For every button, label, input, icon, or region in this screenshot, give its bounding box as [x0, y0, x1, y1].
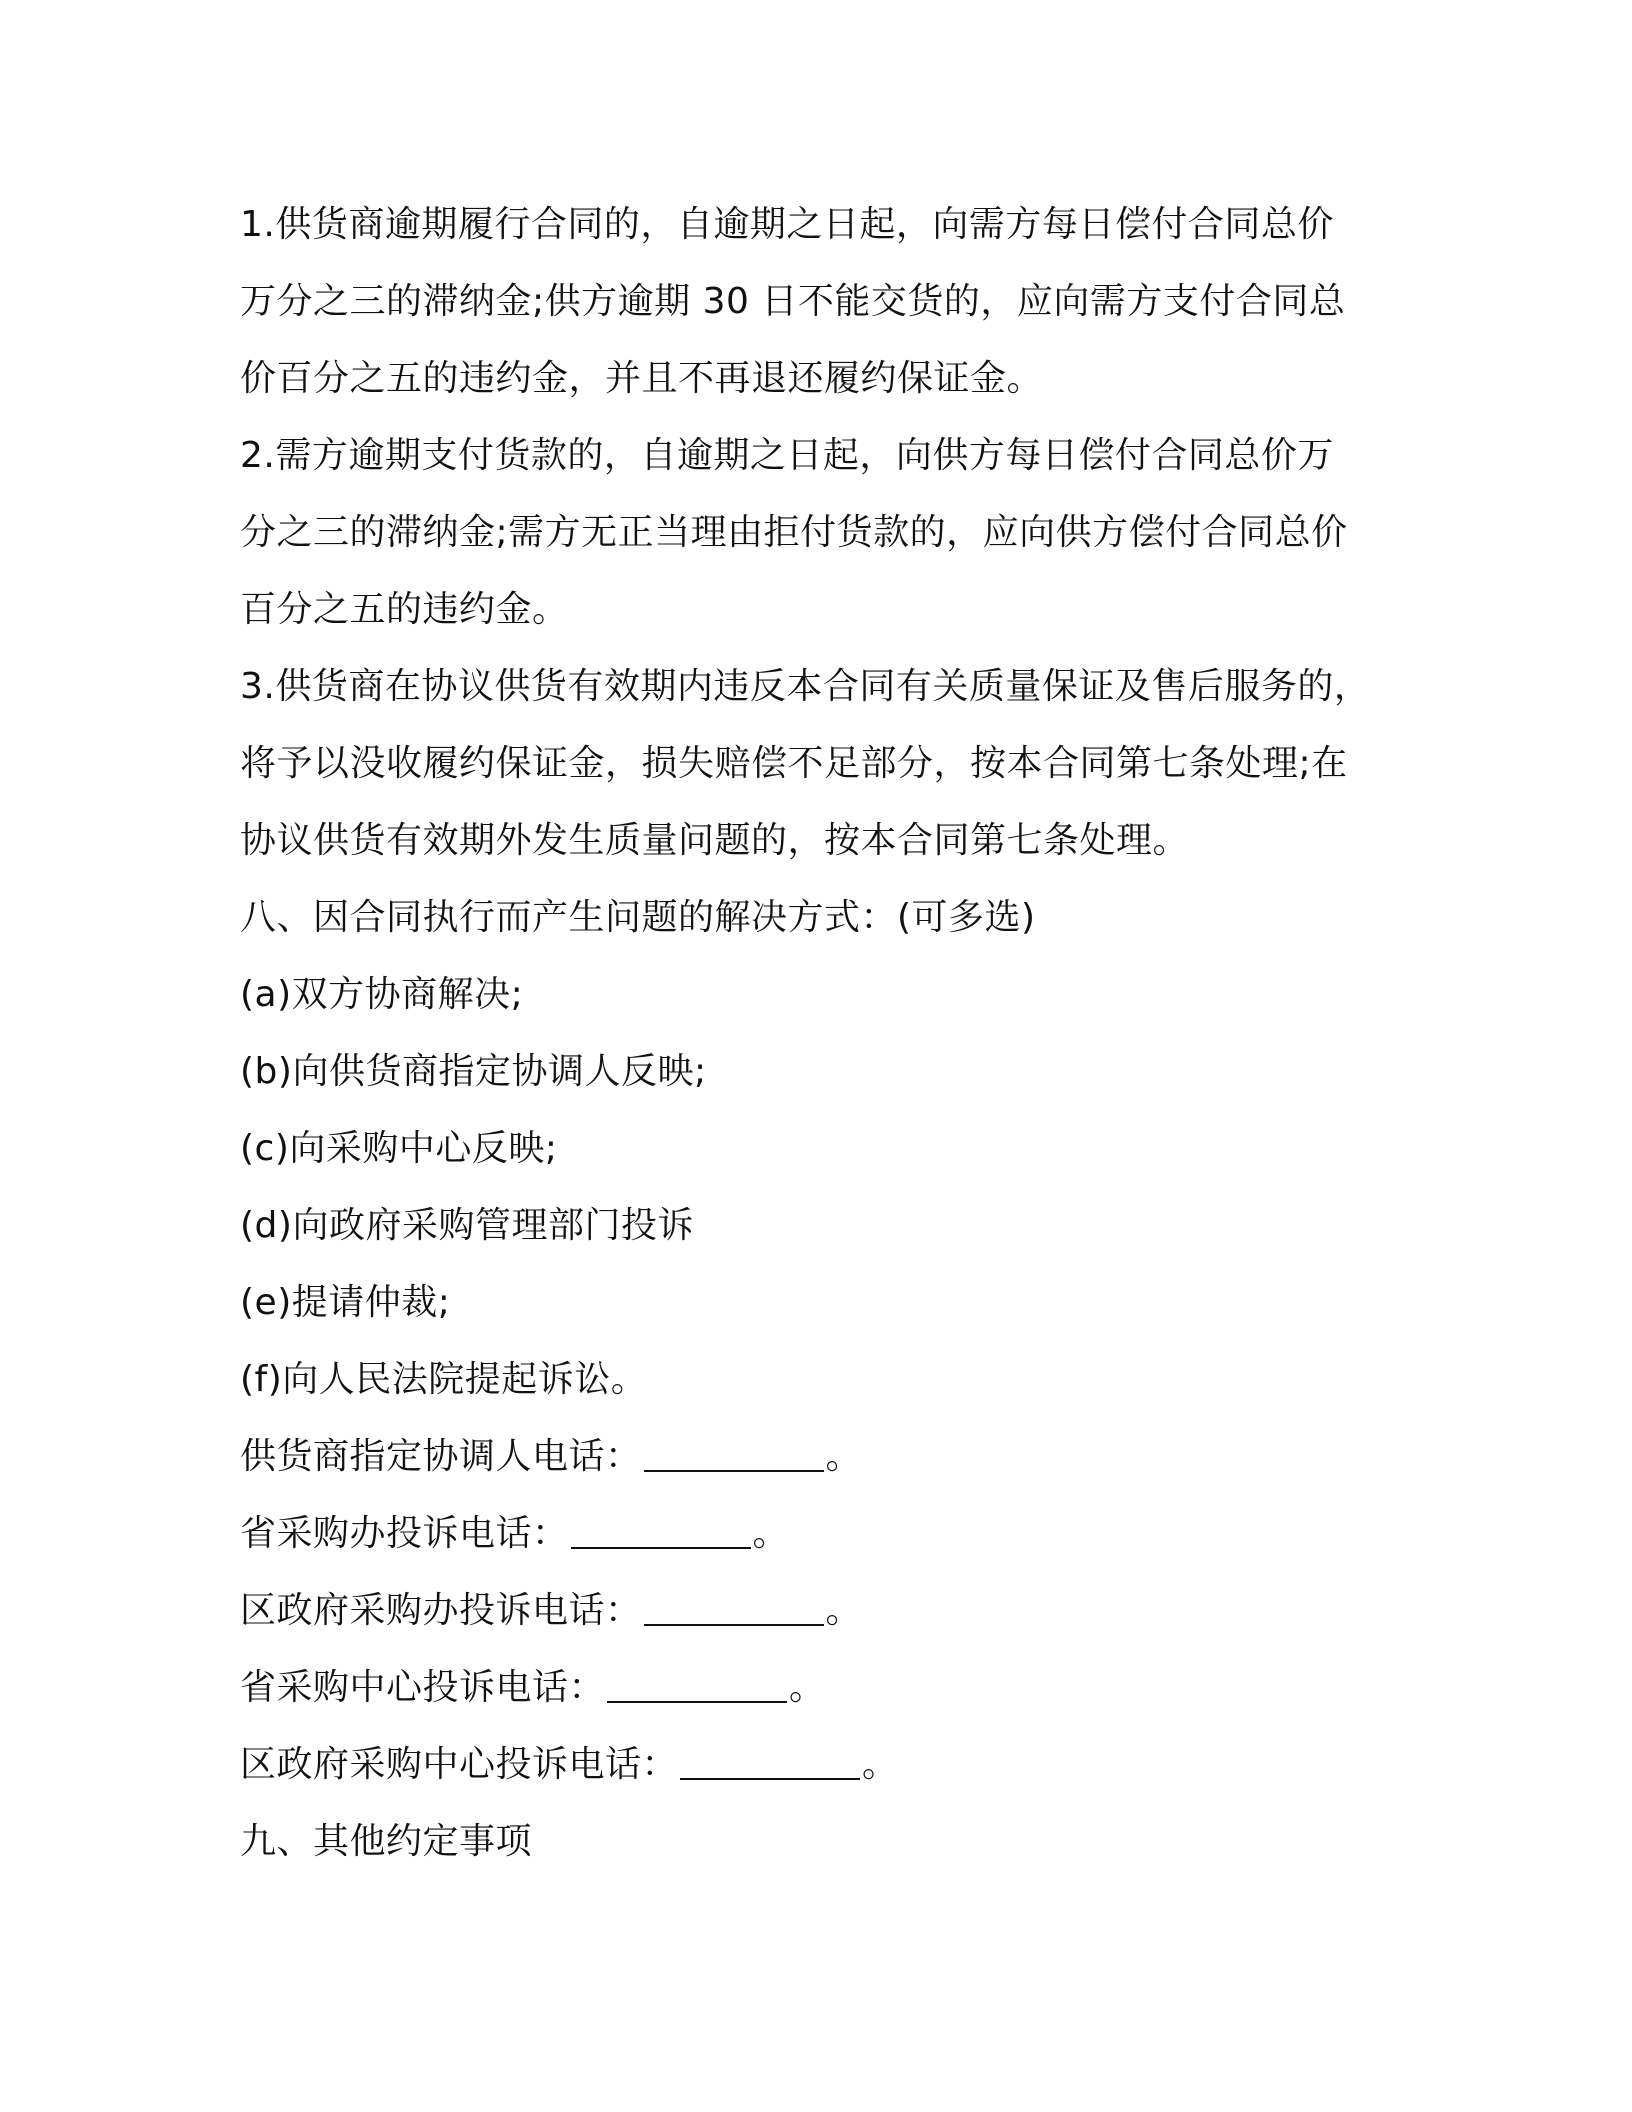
- section-8-heading: 八、因合同执行而产生问题的解决方式：(可多选): [240, 897, 1036, 938]
- line-end: 。: [789, 1667, 826, 1708]
- clause-late-payment: [240, 417, 1380, 648]
- resolution-option: (a)双方协商解决;: [240, 974, 524, 1015]
- text-line: 分之三的滞纳金;需方无正当理由拒付货款的，应向供方偿付合同总价: [240, 512, 1348, 553]
- line-end: 。: [825, 1590, 863, 1631]
- text-line: 3.供货商在协议供货有效期内违反本合同有关质量保证及售后服务的，: [240, 666, 1371, 707]
- document-page: [240, 186, 1380, 1880]
- resolution-option: (d)向政府采购管理部门投诉: [240, 1205, 694, 1246]
- resolution-option: (c)向采购中心反映;: [240, 1128, 558, 1169]
- contact-label: 区政府采购办投诉电话：: [240, 1590, 642, 1631]
- phone-blank: [571, 1507, 751, 1549]
- contact-line-province-office: [240, 1495, 1380, 1572]
- phone-blank: [644, 1430, 824, 1472]
- contact-label: 供货商指定协调人电话：: [240, 1436, 642, 1477]
- contact-line-province-center: [240, 1649, 1380, 1726]
- text-line: 协议供货有效期外发生质量问题的，按本合同第七条处理。: [240, 820, 1190, 861]
- text-line: 2.需方逾期支付货款的，自逾期之日起，向供方每日偿付合同总价万: [240, 435, 1334, 476]
- section-9-heading: 九、其他约定事项: [240, 1821, 533, 1862]
- text-line: 万分之三的滞纳金;供方逾期 30 日不能交货的，应向需方支付合同总: [240, 281, 1346, 322]
- text-line: 将予以没收履约保证金，损失赔偿不足部分，按本合同第七条处理;在: [240, 743, 1348, 784]
- resolution-option: (b)向供货商指定协调人反映;: [240, 1051, 707, 1092]
- contact-line-district-center: [240, 1726, 1380, 1803]
- line-end: 。: [752, 1513, 790, 1554]
- text-line: 价百分之五的违约金，并且不再退还履约保证金。: [240, 358, 1044, 399]
- text-line: 1.供货商逾期履行合同的，自逾期之日起，向需方每日偿付合同总价: [240, 204, 1334, 245]
- resolution-option: (e)提请仲裁;: [240, 1282, 451, 1323]
- contact-line-coordinator: [240, 1418, 1380, 1495]
- resolution-option: (f)向人民法院提起诉讼。: [240, 1359, 648, 1400]
- contact-label: 区政府采购中心投诉电话：: [240, 1744, 679, 1785]
- contact-phone-list: [240, 1418, 1380, 1803]
- line-end: 。: [862, 1744, 899, 1785]
- phone-blank: [607, 1661, 787, 1703]
- text-line: 百分之五的违约金。: [240, 589, 569, 630]
- phone-blank: [680, 1738, 860, 1780]
- clause-quality-warranty: [240, 648, 1380, 879]
- contact-line-district-office: [240, 1572, 1380, 1649]
- clause-late-delivery: [240, 186, 1380, 417]
- line-end: 。: [825, 1436, 863, 1477]
- contact-label: 省采购办投诉电话：: [240, 1513, 569, 1554]
- phone-blank: [644, 1584, 824, 1626]
- contact-label: 省采购中心投诉电话：: [240, 1667, 606, 1708]
- resolution-options-list: [240, 956, 1380, 1418]
